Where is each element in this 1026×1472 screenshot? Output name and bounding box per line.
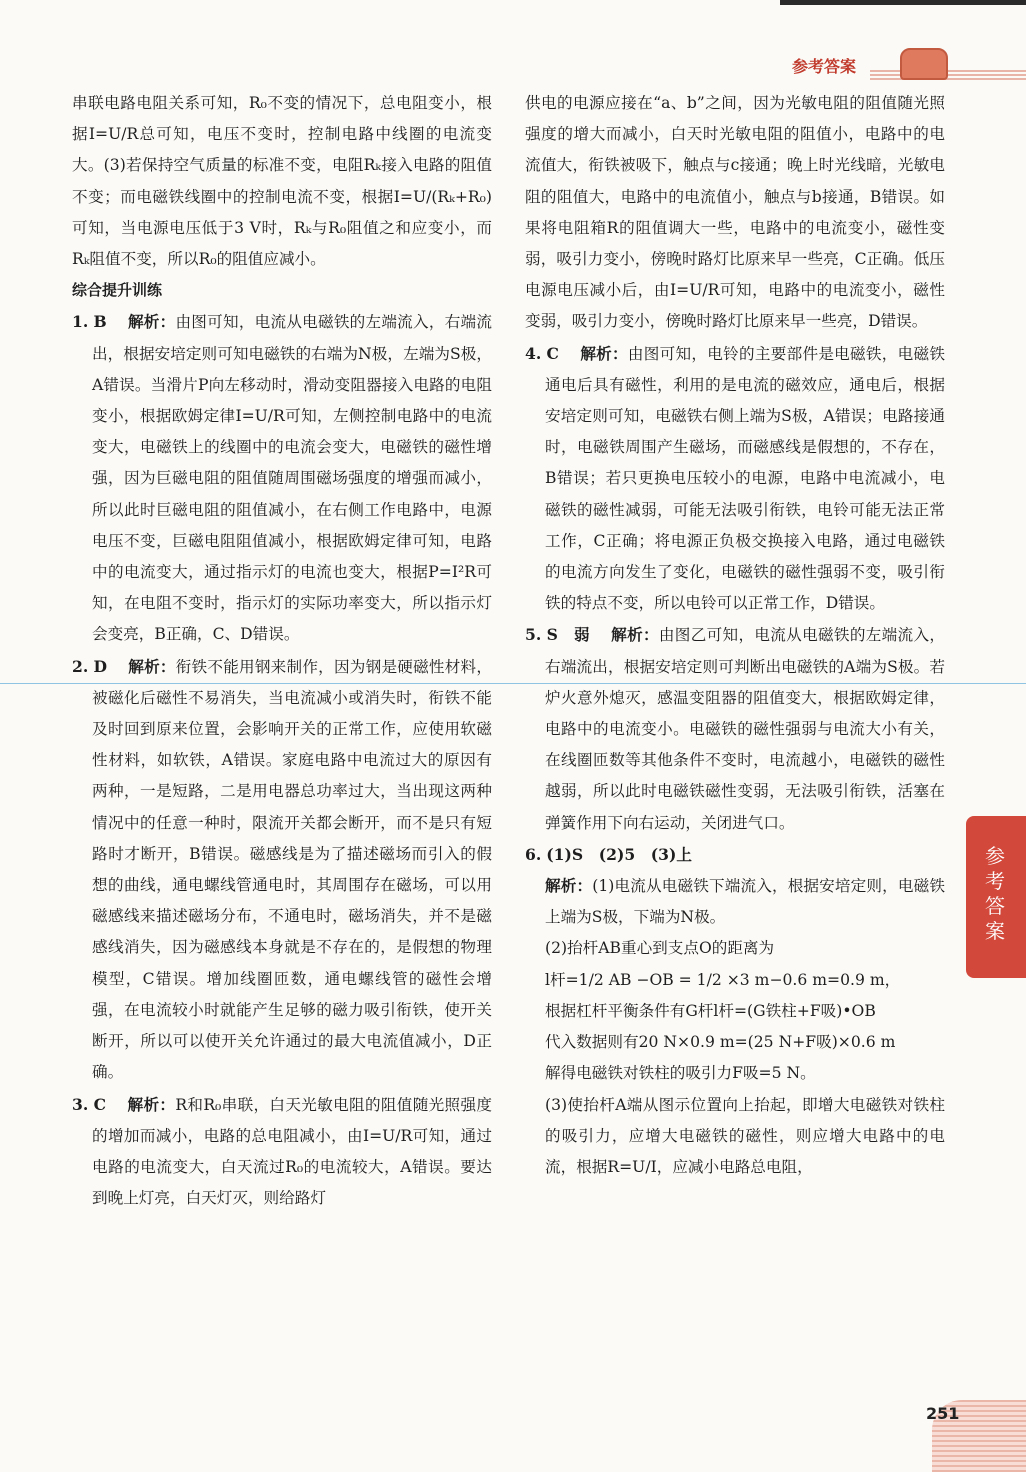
analysis-label: 解析： [611,626,659,645]
analysis-line: (3)使抬杆A端从图示位置向上抬起，即增大电磁铁对铁柱的吸引力，应增大电磁铁的磁性，则应增大电路中的电流，根据R=U/I，应减小电路总电阻， [545,1095,945,1176]
section-heading: 综合提升训练 [72,281,163,300]
item-number: 1. [72,312,89,332]
paragraph: 串联电路电阻关系可知，R₀不变的情况下，总电阻变小，根据I=U/R总可知，电压不变时，控制电路中线圈的电流变大。(3)若保持空气质量的标准不变，电阻Rₖ接入电路的阻值不变；而电磁铁线圈中的控制电流不变，根据I=U/(Rₖ+R₀)可知，当电源电压低于3 V时，Rₖ与R₀阻值之和应变小，而Rₖ阻值不变，所以R₀的阻值应减小。 [72,94,492,269]
formula-line: 代入数据则有20 N×0.9 m=(25 N+F吸)×0.6 m [545,1033,896,1052]
item-answer: S 弱 [546,625,590,645]
answer-item [525,338,945,620]
item-answer: C [546,343,559,363]
item-answer: D [93,656,107,676]
analysis-label: 解析： [127,313,176,332]
formula-line: l杆=1/2 AB −OB = 1/2 ×3 m−0.6 m=0.9 m， [545,970,901,989]
left-column [72,88,492,1214]
book-icon [900,48,948,80]
analysis-paragraph [525,871,945,933]
answer-item [72,306,492,650]
item-answer: B [93,312,107,332]
item-number: 5. [525,625,542,645]
answer-item [525,839,945,871]
formula-line: 根据杠杆平衡条件有G杆l杆=(G铁柱+F吸)•OB [545,1001,876,1020]
header-title: 参考答案 [792,57,857,76]
answer-item [525,619,945,838]
analysis-text: 由图可知，电流从电磁铁的左端流入，右端流出，根据安培定则可知电磁铁的右端为N极，左端为S极，A错误。当滑片P向左移动时，滑动变阻器接入电路的电阻变小，根据欧姆定律I=U/R可知，左侧控制电路中的电流变大，电磁铁上的线圈中的电流会变大，电磁铁的磁性增强，因为巨磁电阻的阻值随周围磁场强度的增强而减小，所以此时巨磁电阻的阻值减小，在右侧工作电路中，电源电压不变，巨磁电阻阻值减小，根据欧姆定律可知，电路中的电流变大，通过指示灯的电流也变大，根据P=I²R可知，在电阻不变时，指示灯的实际功率变大，所以指示灯会变亮，B正确，C、D错误。 [92,313,492,644]
analysis-label: 解析： [127,1095,176,1114]
item-number: 2. [72,656,89,676]
page-number: 251 [926,1404,960,1423]
item-answer: C [93,1094,106,1114]
item-number: 3. [72,1094,89,1114]
header-decoration [870,70,1026,82]
analysis-text: R和R₀串联，白天光敏电阻的阻值随光照强度的增加而减小，电路的总电阻减小，由I=U/R可知，通过电路的电流变大，白天流过R₀的电流较大，A错误。要达到晚上灯亮，白天灯灭，则给路灯 [92,1095,492,1208]
item-number: 4. [525,343,542,363]
analysis-label: 解析： [545,877,593,896]
analysis-label: 解析： [580,344,628,363]
item-number: 6. [525,844,542,864]
analysis-line: (2)抬杆AB重心到支点O的距离为 [545,939,775,958]
formula-line: 解得电磁铁对铁柱的吸引力F吸=5 N。 [545,1064,816,1083]
side-tab-label: 参考答案 [985,844,1005,943]
analysis-text: 由图可知，电铃的主要部件是电磁铁，电磁铁通电后具有磁性，利用的是电流的磁效应，通电后，根据安培定则可知，电磁铁右侧上端为S极，A错误；电路接通时，电磁铁周围产生磁场，而磁感线是假想的，不存在，B错误；若只更换电压较小的电源，电路中电流减小，电磁铁的磁性减弱，可能无法吸引衔铁，电铃可能无法正常工作，C正确；将电源正负极交换接入电路，通过电磁铁的电流方向发生了变化，电磁铁的磁性强弱不变，吸引衔铁的特点不变，所以电铃可以正常工作，D错误。 [545,344,945,613]
analysis-text: (1)电流从电磁铁下端流入，根据安培定则，电磁铁上端为S极，下端为N极。 [545,877,945,927]
item-answer: (1)S (2)5 (3)上 [546,844,692,864]
analysis-text: 由图乙可知，电流从电磁铁的左端流入，右端流出，根据安培定则可判断出电磁铁的A端为S极。若炉火意外熄灭，感温变阻器的阻值变大，根据欧姆定律，电路中的电流变小。电磁铁的磁性强弱与电流大小有关，在线圈匝数等其他条件不变时，电流越小，电磁铁的磁性越弱，所以此时电磁铁磁性变弱，无法吸引衔铁，活塞在弹簧作用下向右运动，关闭进气口。 [545,626,945,832]
paragraph: 供电的电源应接在“a、b”之间，因为光敏电阻的阻值随光照强度的增大而减小，白天时光敏电阻的阻值小，电路中的电流值大，衔铁被吸下，触点与c接通；晚上时光线暗，光敏电阻的阻值大，电路中的电流值小，触点与b接通，B错误。如果将电阻箱R的阻值调大一些，电路中的电流变小，磁性变弱，吸引力变小，傍晚时路灯比原来早一些亮，C正确。低压电源电压减小后，由I=U/R可知，电路中的电流变小，磁性变弱，吸引力变小，傍晚时路灯比原来早一些亮，D错误。 [525,94,945,331]
side-tab [966,816,1026,978]
right-column [525,88,945,1183]
answer-item [72,651,492,1089]
analysis-text: 衔铁不能用钢来制作，因为钢是硬磁性材料，被磁化后磁性不易消失，当电流减小或消失时，衔铁不能及时回到原来位置，会影响开关的正常工作，应使用软磁性材料，如软铁，A错误。家庭电路中电流过大的原因有两种，一是短路，二是用电器总功率过大，当出现这两种情况中的任意一种时，限流开关都会断开，而不是只有短路时才断开，B错误。磁感线是为了描述磁场而引入的假想的曲线，通电螺线管通电时，其周围存在磁场，可以用磁感线来描述磁场分布，不通电时，磁场消失，并不是磁感线消失，因为磁感线本身就是不存在的，是假想的物理模型，C错误。增加线圈匝数，通电螺线管的磁性会增强，在电流较小时就能产生足够的磁力吸引衔铁，使开关断开，所以可以使开关允许通过的最大电流值减小，D正确。 [92,657,492,1082]
analysis-label: 解析： [128,657,176,676]
answer-item [72,1089,492,1215]
top-edge-bar [780,0,1026,5]
